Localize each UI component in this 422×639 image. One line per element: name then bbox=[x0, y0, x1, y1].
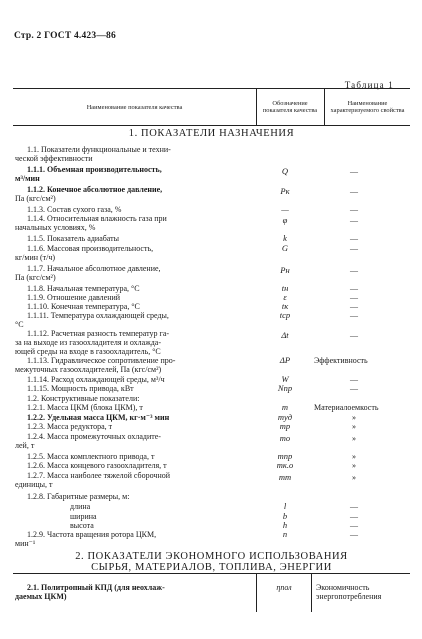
table-row bbox=[27, 452, 240, 461]
column-header-name: Наименование показателя качества bbox=[86, 103, 183, 111]
row-characteristic: Эффективность bbox=[314, 356, 368, 365]
row-text: лей, т bbox=[15, 441, 35, 450]
row-text: 1.1.9. Отношение давлений bbox=[27, 293, 121, 302]
table-row bbox=[27, 205, 240, 214]
row-text: 1.2.8. Габаритные размеры, м: bbox=[27, 492, 130, 501]
row-text: Па (кгс/см²) bbox=[15, 194, 56, 203]
table-row bbox=[15, 311, 240, 329]
row-text: начальных условиях, % bbox=[15, 223, 96, 232]
row-text: 1.2.3. Масса редуктора, т bbox=[27, 422, 113, 431]
row-text: 1.2.7. Масса наиболее тяжелой сборочной bbox=[27, 471, 170, 480]
table-row bbox=[27, 394, 240, 403]
row-text: 2.1. Политропный КПД (для неохлаж- bbox=[27, 583, 165, 592]
row-characteristic: — bbox=[350, 167, 358, 176]
row-text: даемых ЦКМ) bbox=[15, 592, 67, 601]
row-text: кг/мин (т/ч) bbox=[15, 253, 56, 262]
row-symbol: m bbox=[281, 402, 289, 412]
row-symbol: G bbox=[281, 243, 289, 253]
row-symbol: mпр bbox=[277, 451, 293, 461]
row-characteristic: » bbox=[352, 461, 356, 470]
table-row bbox=[15, 583, 249, 601]
table-row bbox=[70, 521, 190, 530]
table-row bbox=[27, 422, 240, 431]
section-heading-1 bbox=[13, 128, 410, 139]
column-header-symbol: Обозначение показателя качества bbox=[262, 100, 318, 114]
row-characteristic: — bbox=[350, 293, 358, 302]
row-symbol: Pк bbox=[280, 186, 290, 196]
row-text: Па (кгс/см²) bbox=[15, 273, 56, 282]
row-text: 1.1.10. Конечная температура, °С bbox=[27, 302, 140, 311]
row-characteristic: — bbox=[350, 266, 358, 275]
row-characteristic: — bbox=[350, 205, 358, 214]
row-text: 1.2.4. Масса промежуточных охладите- bbox=[27, 432, 161, 441]
row-text: м³/мин bbox=[15, 174, 40, 183]
table-rule bbox=[13, 573, 410, 574]
row-text: за на выходе из газоохладителя и охлажда- bbox=[15, 338, 162, 347]
row-characteristic: — bbox=[350, 521, 358, 530]
row-symbol: h bbox=[282, 520, 288, 530]
row-characteristic: — bbox=[350, 284, 358, 293]
table-row bbox=[15, 214, 240, 232]
row-symbol: mр bbox=[279, 421, 291, 431]
row-text: 1.1.6. Массовая производительность, bbox=[27, 244, 154, 253]
row-text: 1.1.3. Состав сухого газа, % bbox=[27, 205, 122, 214]
row-text: 1.1.7. Начальное абсолютное давление, bbox=[27, 264, 161, 273]
row-characteristic: — bbox=[350, 375, 358, 384]
column-header-characteristic: Наименование характеризуемого свойства bbox=[330, 100, 405, 114]
row-characteristic: Материалоемкость bbox=[314, 403, 379, 412]
row-characteristic: — bbox=[350, 530, 358, 539]
section-heading-2 bbox=[13, 551, 410, 573]
row-symbol: tн bbox=[281, 283, 289, 293]
row-text: 1.1.11. Температура охлаждающей среды, bbox=[27, 311, 169, 320]
row-text: Экономичность bbox=[316, 583, 370, 592]
table-row bbox=[15, 356, 240, 374]
row-symbol: b bbox=[282, 511, 288, 521]
row-symbol: tср bbox=[279, 310, 291, 320]
row-characteristic: — bbox=[350, 216, 358, 225]
row-symbol: φ bbox=[282, 215, 288, 225]
table-label: Таблица 1 bbox=[344, 80, 394, 90]
table-row bbox=[15, 244, 240, 262]
row-text: энергопотребления bbox=[316, 592, 382, 601]
row-symbol: mт bbox=[278, 472, 292, 482]
row-characteristic: » bbox=[352, 473, 356, 482]
row-text: 1.1.4. Относительная влажность газа при bbox=[27, 214, 167, 223]
row-symbol: mуд bbox=[277, 412, 293, 422]
column-divider bbox=[256, 574, 257, 612]
row-characteristic: — bbox=[350, 244, 358, 253]
row-text: ширина bbox=[70, 512, 97, 521]
row-text: 1.2.9. Частота вращения ротора ЦКМ, bbox=[27, 530, 157, 539]
row-text: 1.1.13. Гидравлическое сопротивление про- bbox=[27, 356, 176, 365]
row-symbol: l bbox=[283, 501, 287, 511]
row-symbol: Nпр bbox=[277, 383, 293, 393]
row-text: 1.1.12. Расчетная разность температур га- bbox=[27, 329, 170, 338]
table-row bbox=[27, 284, 240, 293]
row-characteristic: » bbox=[352, 452, 356, 461]
section-title: 2. ПОКАЗАТЕЛИ ЭКОНОМНОГО ИСПОЛЬЗОВАНИЯ bbox=[75, 551, 348, 562]
row-text: 1.2.1. Масса ЦКМ (блока ЦКМ), т bbox=[27, 403, 143, 412]
table-header bbox=[13, 88, 410, 126]
row-characteristic: — bbox=[350, 311, 358, 320]
row-text: 1.1.15. Мощность привода, кВт bbox=[27, 384, 134, 393]
table-row bbox=[15, 264, 240, 282]
running-head: Стр. 2 ГОСТ 4.423—86 bbox=[14, 31, 116, 41]
row-text: мин⁻¹ bbox=[15, 539, 36, 548]
table-row bbox=[27, 492, 240, 501]
table-row bbox=[27, 384, 240, 393]
table-row bbox=[15, 145, 240, 163]
row-characteristic bbox=[316, 583, 412, 601]
row-text: 1.1. Показатели функциональные и техни- bbox=[27, 145, 171, 154]
row-symbol: n bbox=[282, 529, 288, 539]
row-text: 1.1.8. Начальная температура, °С bbox=[27, 284, 140, 293]
table-row bbox=[15, 530, 240, 548]
table-row bbox=[15, 432, 240, 450]
table-row bbox=[27, 461, 240, 470]
row-symbol: mо bbox=[279, 433, 291, 443]
row-characteristic: — bbox=[350, 512, 358, 521]
row-text: длина bbox=[70, 502, 91, 511]
table-row bbox=[70, 502, 190, 511]
row-characteristic: » bbox=[352, 413, 356, 422]
row-symbol: k bbox=[283, 233, 287, 243]
row-symbol: Q bbox=[281, 166, 289, 176]
table-row bbox=[27, 413, 240, 422]
row-characteristic: » bbox=[352, 434, 356, 443]
row-symbol: W bbox=[281, 374, 289, 384]
row-text: 1.1.2. Конечное абсолютное давление, bbox=[27, 185, 163, 194]
row-text: ческой эффективности bbox=[15, 154, 93, 163]
table-row bbox=[15, 185, 240, 203]
row-text: межуточных газоохладителей, Па (кгс/см²) bbox=[15, 365, 162, 374]
row-text: 1.1.5. Показатель адиабаты bbox=[27, 234, 120, 243]
row-characteristic: — bbox=[350, 302, 358, 311]
row-symbol: Δt bbox=[281, 330, 289, 340]
table-row bbox=[15, 165, 240, 183]
row-symbol: ε bbox=[283, 292, 287, 302]
row-text: 1.2.5. Масса комплектного привода, т bbox=[27, 452, 155, 461]
row-text: 1.2.6. Масса концевого газоохладителя, т bbox=[27, 461, 167, 470]
row-text: 1.2.2. Удельная масса ЦКМ, кг·м⁻³ мин bbox=[27, 413, 170, 422]
table-row bbox=[27, 302, 240, 311]
row-symbol: Pн bbox=[280, 265, 290, 275]
table-row bbox=[27, 375, 240, 384]
row-characteristic: » bbox=[352, 422, 356, 431]
row-text: высота bbox=[70, 521, 94, 530]
row-characteristic: — bbox=[350, 331, 358, 340]
row-characteristic: — bbox=[350, 234, 358, 243]
row-symbol: tк bbox=[281, 301, 289, 311]
section-title: 1. ПОКАЗАТЕЛИ НАЗНАЧЕНИЯ bbox=[128, 128, 295, 139]
table-row bbox=[70, 512, 190, 521]
table-row bbox=[27, 234, 240, 243]
row-characteristic: — bbox=[350, 502, 358, 511]
table-row bbox=[27, 293, 240, 302]
row-text: ющей среды на входе в газоохладитель, °С bbox=[15, 347, 161, 356]
row-text: единицы, т bbox=[15, 480, 53, 489]
row-text: °С bbox=[15, 320, 24, 329]
row-text: 1.1.1. Объемная производительность, bbox=[27, 165, 162, 174]
table-row bbox=[27, 403, 240, 412]
table-row bbox=[15, 329, 240, 356]
row-symbol: mк.о bbox=[276, 460, 294, 470]
column-divider bbox=[311, 574, 312, 612]
table-row bbox=[15, 471, 240, 489]
row-text: 1.1.14. Расход охлаждающей среды, м³/ч bbox=[27, 375, 165, 384]
row-symbol: ΔP bbox=[279, 355, 291, 365]
row-symbol: — bbox=[281, 204, 289, 214]
row-characteristic: — bbox=[350, 187, 358, 196]
section-title: СЫРЬЯ, МАТЕРИАЛОВ, ТОПЛИВА, ЭНЕРГИИ bbox=[91, 562, 332, 573]
row-text: 1.2. Конструктивные показатели: bbox=[27, 394, 140, 403]
row-symbol: ηпол bbox=[276, 583, 292, 592]
row-characteristic: — bbox=[350, 384, 358, 393]
